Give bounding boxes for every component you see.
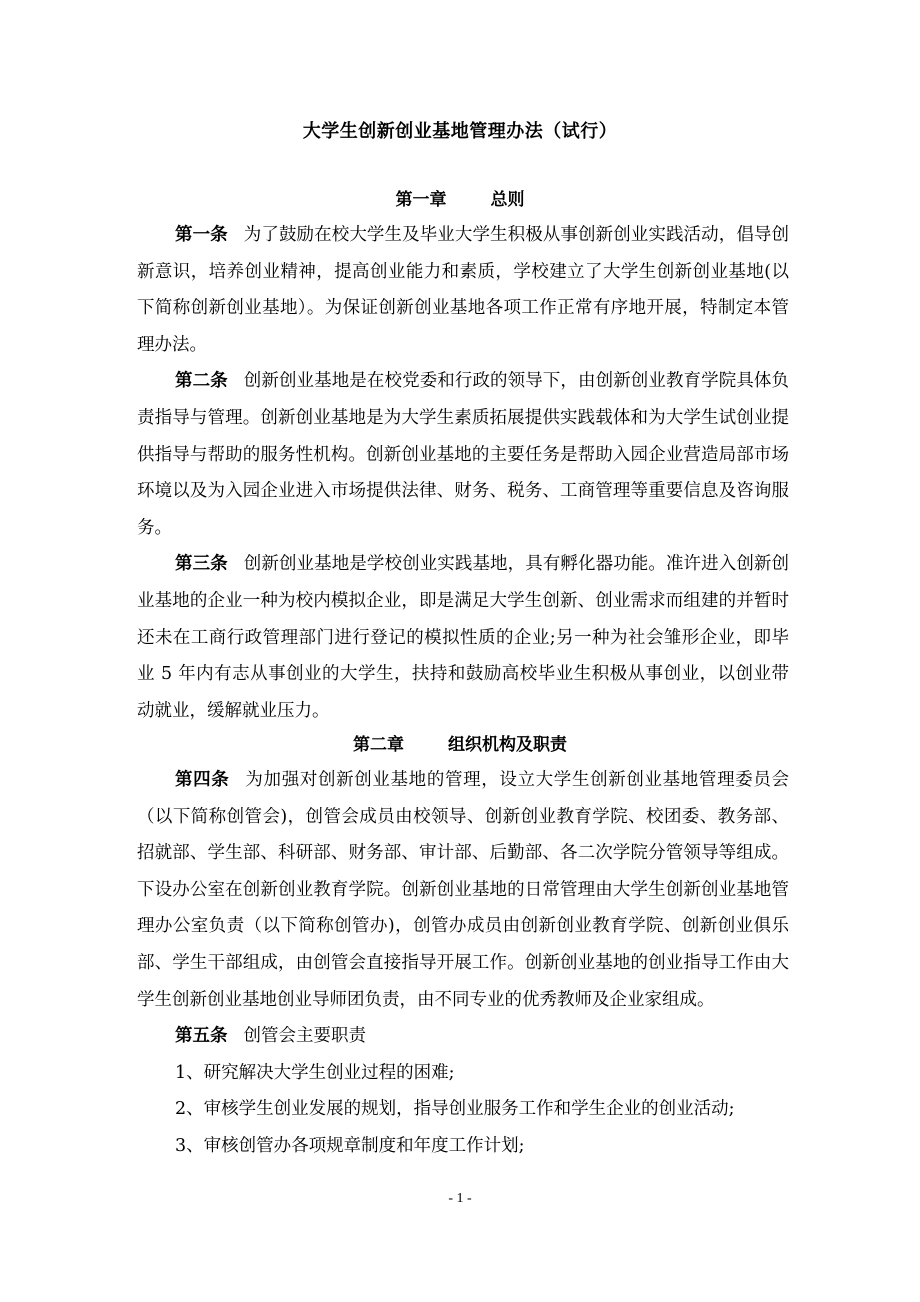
article-text: 创新创业基地是在校党委和行政的领导下，由创新创业教育学院具体负责指导与管理。创新创业基地是为大学生素质拓展提供实践载体和为大学生试创业提供指导与帮助的服务性机构。创新创业基地的主要任务是帮助入园企业营造局部市场环境以及为入园企业进入市场提供法律、财务、税务、工商管理等重要信息及咨询服务。 [137, 371, 790, 538]
article-1 [137, 217, 789, 363]
chapter-heading-1 [0, 186, 920, 214]
article-text: 为加强对创新创业基地的管理，设立大学生创新创业基地管理委员会（以下简称创管会)，创管会成员由校领导、创新创业教育学院、校团委、教务部、招就部、学生部、科研部、财务部、审计部、后勤部、各二次学院分管领导等组成。下设办公室在创新创业教育学院。创新创业基地的日常管理由大学生创新创业基地管理办公室负责（以下简称创管办)，创管办成员由创新创业教育学院、创新创业俱乐部、学生干部组成，由创管会直接指导开展工作。创新创业基地的创业指导工作由大学生创新创业基地创业导师团负责，由不同专业的优秀教师及企业家组成。 [137, 770, 789, 1010]
chapter-heading-2 [0, 731, 920, 759]
chapter-name: 总则 [490, 190, 525, 210]
article-label: 第四条 [175, 770, 230, 790]
article-2 [137, 363, 789, 546]
document-title: 大学生创新创业基地管理办法（试行） [302, 121, 618, 142]
duty-item-1: 1、研究解决大学生创业过程的困难; [175, 1062, 455, 1083]
chapter-number: 第二章 [353, 735, 404, 755]
chapter-2-body [137, 762, 789, 1165]
article-5 [137, 1018, 789, 1055]
article-text: 创新创业基地是学校创业实践基地，具有孵化器功能。准许进入创新创业基地的企业一种为校内模拟企业，即是满足大学生创新、创业需求而组建的并暂时还未在工商行政管理部门进行登记的模拟性质的企业;另一种为社会雏形企业，即毕业 5 年内有志从事创业的大学生，扶持和鼓励高校毕业生积极从事创业，以创业带动就业，缓解就业压力。 [137, 554, 790, 721]
article-label: 第五条 [175, 1026, 228, 1047]
article-text: 创管会主要职责 [243, 1026, 366, 1047]
article-text: 为了鼓励在校大学生及毕业大学生积极从事创新创业实践活动，倡导创新意识，培养创业精神，提高创业能力和素质，学校建立了大学生创新创业基地(以下简称创新创业基地）。为保证创新创业基地各项工作正常有序地开展，特制定本管理办法。 [137, 225, 790, 355]
duty-item-2: 2、审核学生创业发展的规划，指导创业服务工作和学生企业的创业活动; [175, 1099, 735, 1120]
article-3 [137, 546, 789, 729]
article-label: 第一条 [175, 225, 228, 245]
chapter-name: 组织机构及职责 [448, 735, 567, 755]
chapter-1-body [137, 217, 789, 729]
chapter-number: 第一章 [395, 190, 447, 210]
page-number: - 1 - [448, 1191, 472, 1206]
article-4 [137, 762, 789, 1018]
article-label: 第二条 [175, 371, 228, 392]
duty-item-3: 3、审核创管办各项规章制度和年度工作计划; [175, 1135, 525, 1156]
article-label: 第三条 [175, 554, 228, 575]
